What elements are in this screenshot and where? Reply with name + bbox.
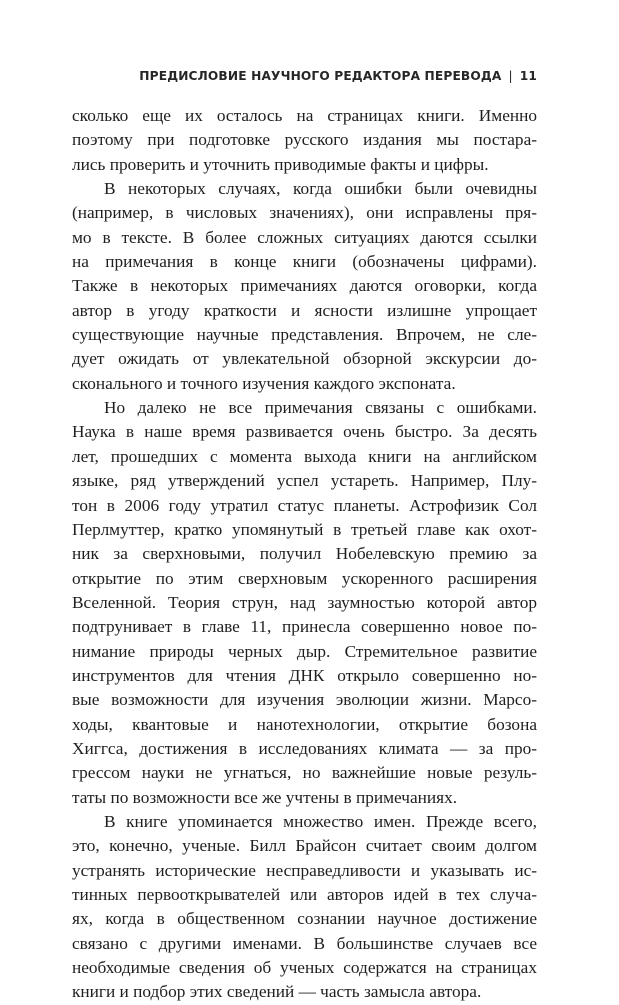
- page-number: 11: [519, 69, 537, 83]
- running-head-title: ПРЕДИСЛОВИЕ НАУЧНОГО РЕДАКТОРА ПЕРЕВОДА: [139, 69, 502, 83]
- text-line: Вселенной. Теория струн, над заумностью которой автор: [72, 592, 537, 612]
- text-line: Хиггса, достижения в исследованиях климата — за про-: [72, 738, 537, 758]
- text-line: вые возможности для изучения эволюции жизни. Марсо-: [72, 690, 537, 710]
- text-line: Также в некоторых примечаниях даются оговорки, когда: [72, 276, 537, 296]
- text-line: сколько еще их осталось на страницах книги. Именно: [72, 106, 537, 125]
- text-line: на примечания в конце книги (обозначены цифрами).: [72, 252, 537, 272]
- body-text: [72, 104, 537, 1005]
- text-line: Но далеко не все примечания связаны с ошибками.: [104, 398, 537, 418]
- text-line: это, конечно, ученые. Билл Брайсон считает своим долгом: [72, 836, 537, 856]
- paragraph-2: [72, 177, 537, 396]
- text-line: ник за сверхновыми, получил Нобелевскую премию за: [72, 544, 537, 564]
- running-head-separator: |: [508, 69, 513, 83]
- text-line: лет, прошедших с момента выхода книги на английском: [72, 446, 537, 466]
- paragraph-3: [72, 396, 537, 810]
- text-line: ях, когда в общественном сознании научное достижение: [72, 909, 537, 929]
- text-line: лись проверить и уточнить приводимые факты и цифры.: [72, 154, 489, 174]
- text-line: необходимые сведения об ученых содержатся на страницах: [72, 958, 537, 978]
- text-line: Перлмуттер, кратко упомянутый в третьей главе как охот-: [72, 519, 537, 539]
- text-line: автор в угоду краткости и ясности излишне упрощает: [72, 300, 537, 320]
- text-line: В некоторых случаях, когда ошибки были очевидны: [104, 179, 537, 199]
- text-line: дует ожидать от увлекательной обзорной экскурсии до-: [72, 349, 537, 369]
- text-line: существующие научные представления. Впрочем, не сле-: [72, 325, 537, 345]
- text-line: (например, в числовых значениях), они исправлены пря-: [72, 203, 537, 223]
- text-line: поэтому при подготовке русского издания мы постара-: [72, 130, 537, 150]
- paragraph-1: [72, 104, 537, 177]
- text-line: подтрунивает в главе 11, принесла совершенно новое по-: [72, 617, 537, 637]
- text-line: устранять исторические несправедливости и указывать ис-: [72, 860, 537, 880]
- text-line: грессом науки не угнаться, но важнейшие новые резуль-: [72, 763, 537, 783]
- paragraph-4: [72, 810, 537, 1005]
- text-line: тинных первооткрывателей или авторов идей в тех случа-: [72, 885, 537, 904]
- text-line: нимание природы черных дыр. Стремительное развитие: [72, 641, 537, 661]
- text-line: ходы, квантовые и нанотехнологии, открытие бозона: [72, 714, 537, 734]
- text-line: тон в 2006 году утратил статус планеты. Астрофизик Сол: [72, 495, 537, 515]
- text-line: Наука в наше время развивается очень быстро. За десять: [72, 422, 537, 442]
- text-line: таты по возможности все же учтены в примечаниях.: [72, 787, 458, 807]
- running-head: [72, 67, 537, 85]
- text-line: сконального и точного изучения каждого экспоната.: [72, 373, 456, 393]
- text-line: открытие по этим сверхновым ускоренного расширения: [72, 568, 537, 588]
- text-line: книги и подбор этих сведений — часть замысла автора.: [72, 982, 482, 1002]
- text-line: связано с другими именами. В большинстве случаев все: [72, 933, 537, 953]
- text-line: мо в тексте. В более сложных ситуациях даются ссылки: [72, 227, 537, 247]
- text-line: В книге упоминается множество имен. Прежде всего,: [104, 811, 537, 831]
- text-line: инструментов для чтения ДНК открыло совершенно но-: [72, 665, 537, 685]
- text-line: языке, ряд утверждений успел устареть. Например, Плу-: [72, 471, 537, 491]
